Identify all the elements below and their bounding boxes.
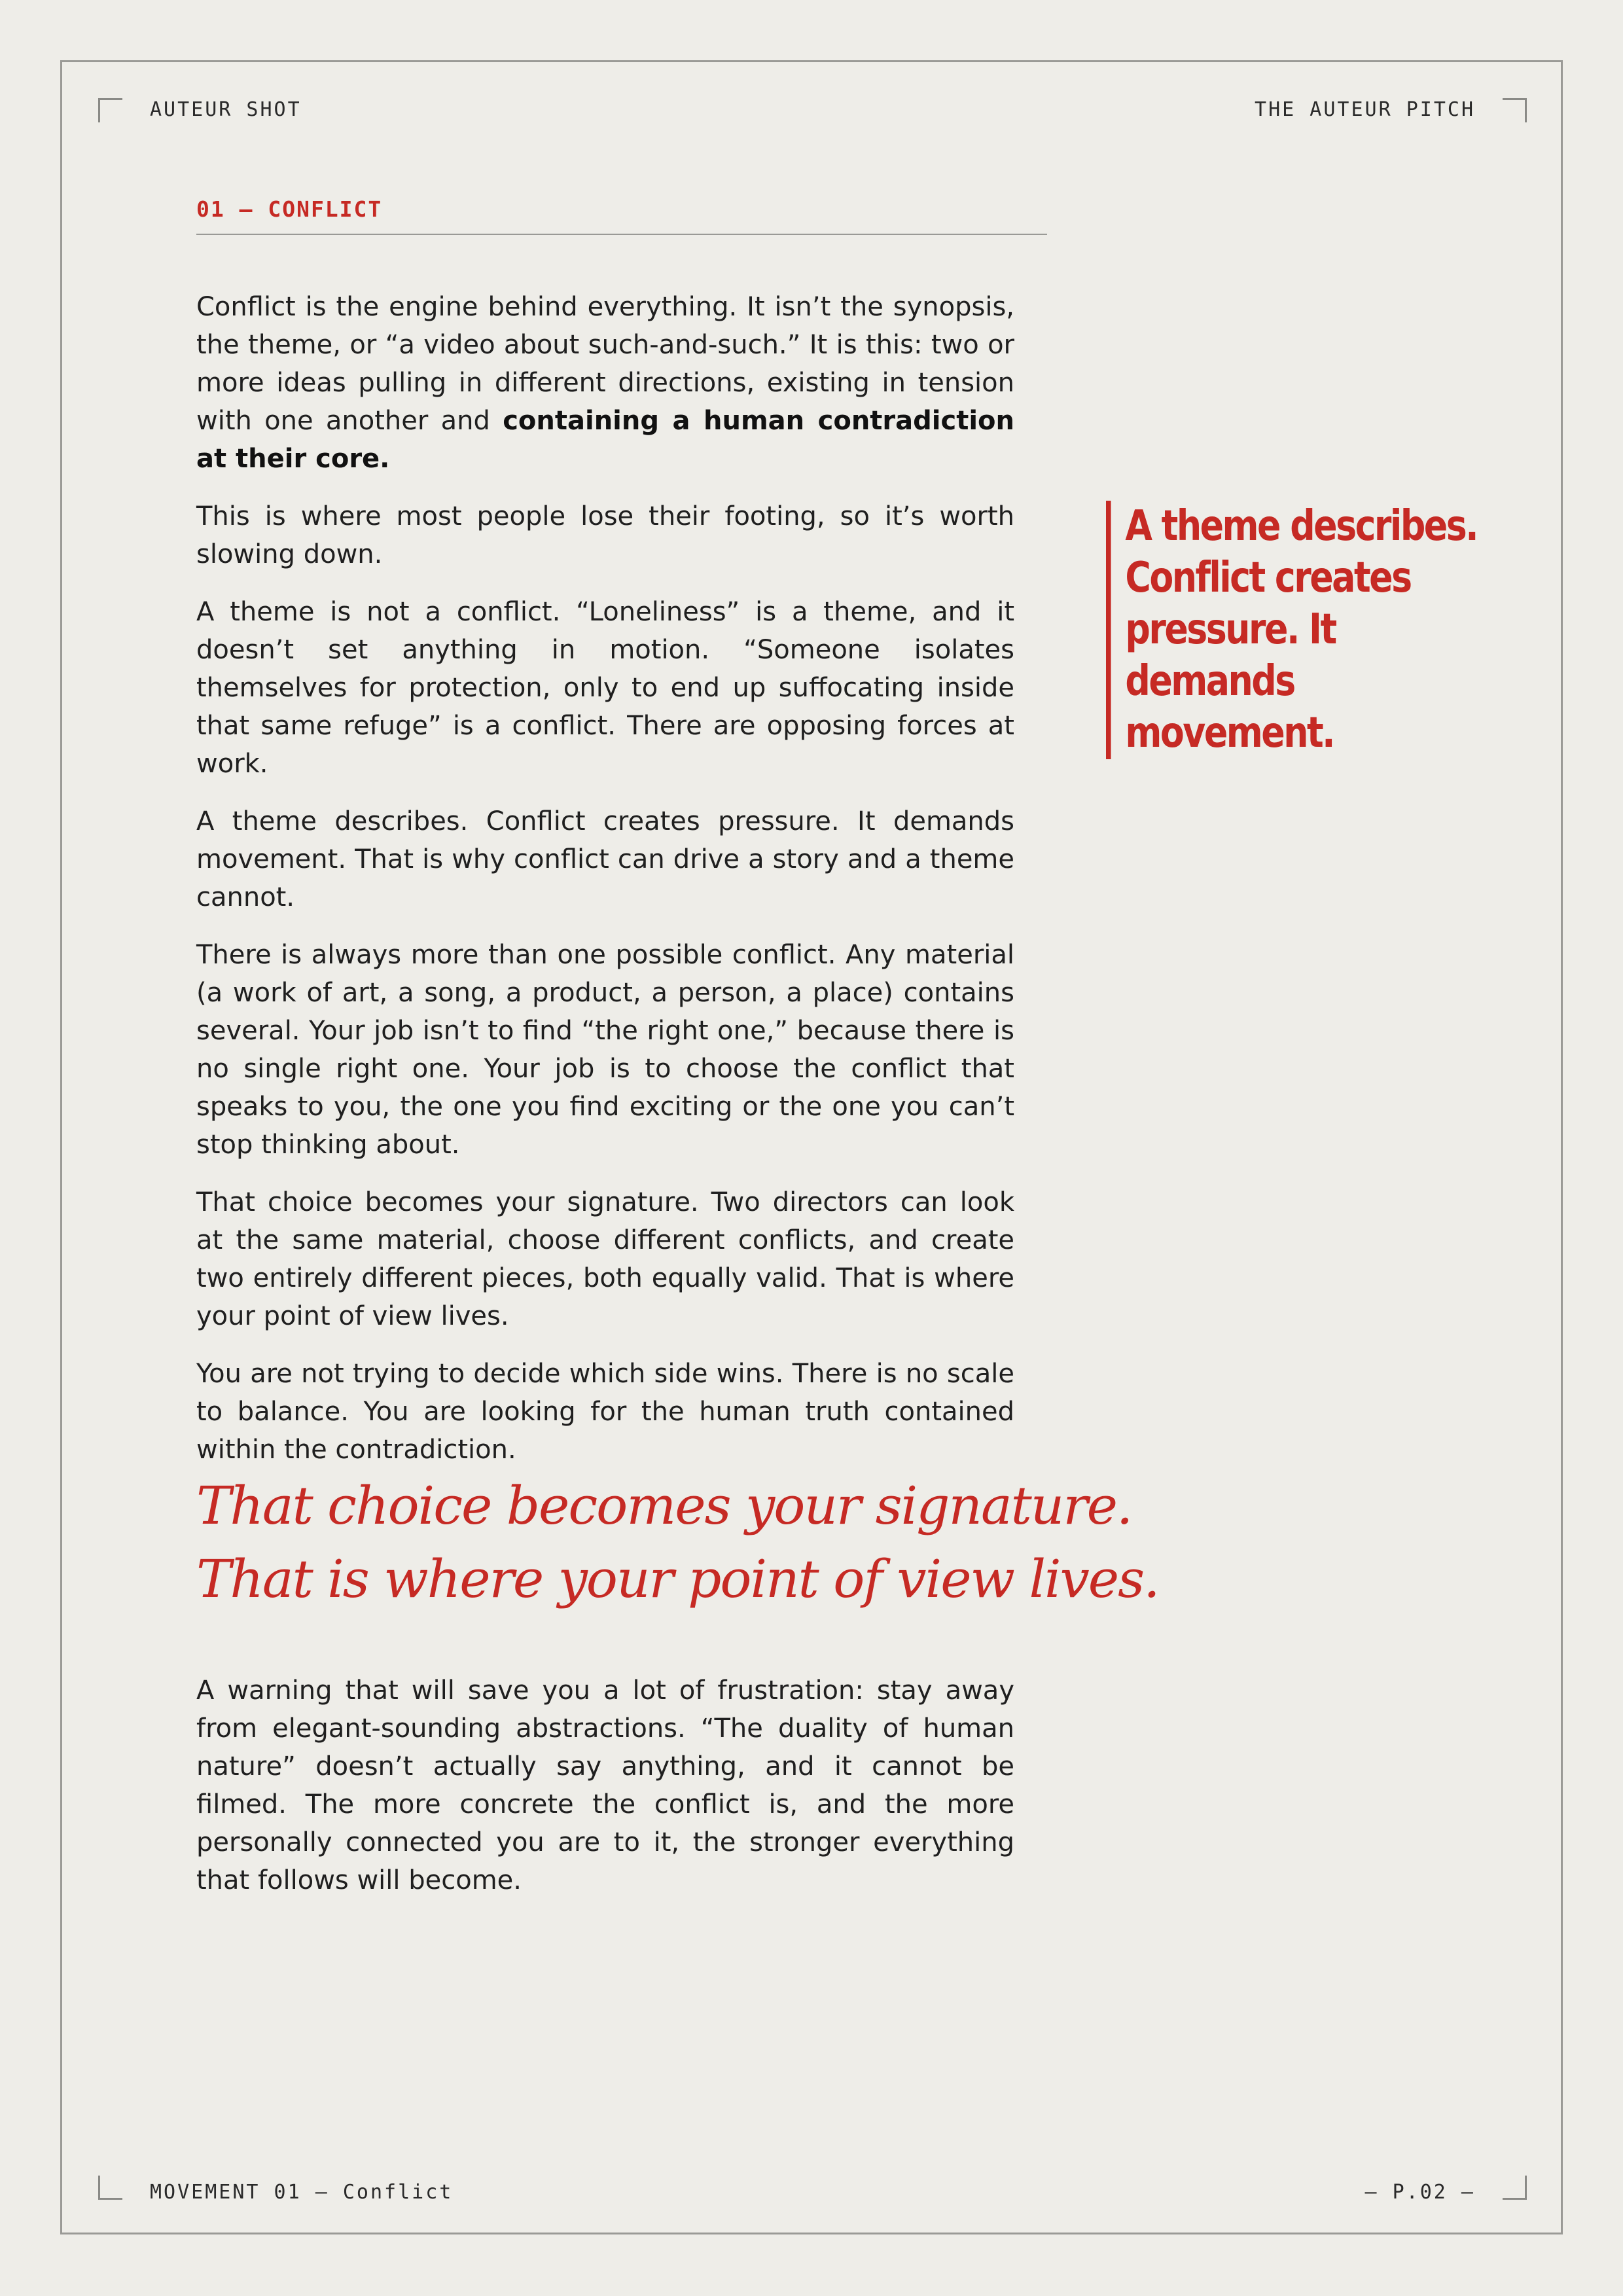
page-number: — P.02 —	[1364, 2181, 1475, 2204]
corner-mark-top-right	[1503, 98, 1527, 122]
paragraph-1-bold: containing a human contradiction at their core.	[196, 406, 1014, 474]
corner-mark-bottom-left	[98, 2176, 122, 2200]
body-text	[196, 288, 1014, 1488]
paragraph-3: A theme is not a conflict. “Loneliness” is a theme, and it doesn’t set anything in motion. “Someone isolates themselves for protection, only to end up suffocating inside that same refuge” is a conflict. There are opposing forces at work.	[196, 597, 1014, 779]
paragraph-7: You are not trying to decide which side wins. There is no scale to balance. You are looking for the human truth contained within the contradiction.	[196, 1359, 1014, 1465]
section-title: 01 — CONFLICT	[196, 196, 1047, 235]
header-right: THE AUTEUR PITCH	[1255, 98, 1475, 121]
feature-quote-line-1: That choice becomes your signature.	[196, 1475, 1132, 1536]
paragraph-1	[196, 288, 1014, 478]
footer-left: MOVEMENT 01 — Conflict	[150, 2181, 454, 2204]
corner-mark-bottom-right	[1503, 2176, 1527, 2200]
paragraph-2: This is where most people lose their footing, so it’s worth slowing down.	[196, 501, 1014, 569]
paragraph-4: A theme describes. Conflict creates pressure. It demands movement. That is why conflict can drive a story and a theme cannot.	[196, 806, 1014, 912]
paragraph-1-text: Conflict is the engine behind everything. It isn’t the synopsis, the theme, or “a video about such-and-such.” It is this: two or more ideas pulling in different directions, existing in tension with one another and	[196, 292, 1014, 436]
body-text-closing	[196, 1672, 1014, 1899]
feature-quote	[196, 1469, 1309, 1616]
paragraph-5: There is always more than one possible conflict. Any material (a work of art, a song, a product, a person, a place) contains several. Your job isn’t to find “the right one,” because there is no single right one. Your job is to choose the conflict that speaks to you, the one you find exciting or the one you can’t stop thinking about.	[196, 940, 1014, 1160]
paragraph-6: That choice becomes your signature. Two directors can look at the same material, choose different conflicts, and create two entirely different pieces, both equally valid. That is where your point of view lives.	[196, 1187, 1014, 1331]
header-left: AUTEUR SHOT	[150, 98, 302, 121]
pull-quote: A theme describes. Conflict creates pressure. It demands movement.	[1106, 501, 1488, 759]
feature-quote-line-2: That is where your point of view lives.	[196, 1549, 1159, 1609]
paragraph-8: A warning that will save you a lot of frustration: stay away from elegant-sounding abstractions. “The duality of human nature” doesn’t actually say anything, and it cannot be filmed. The more concrete the conflict is, and the more personally connected you are to it, the stronger everything that follows will become.	[196, 1676, 1014, 1895]
corner-mark-top-left	[98, 98, 122, 122]
